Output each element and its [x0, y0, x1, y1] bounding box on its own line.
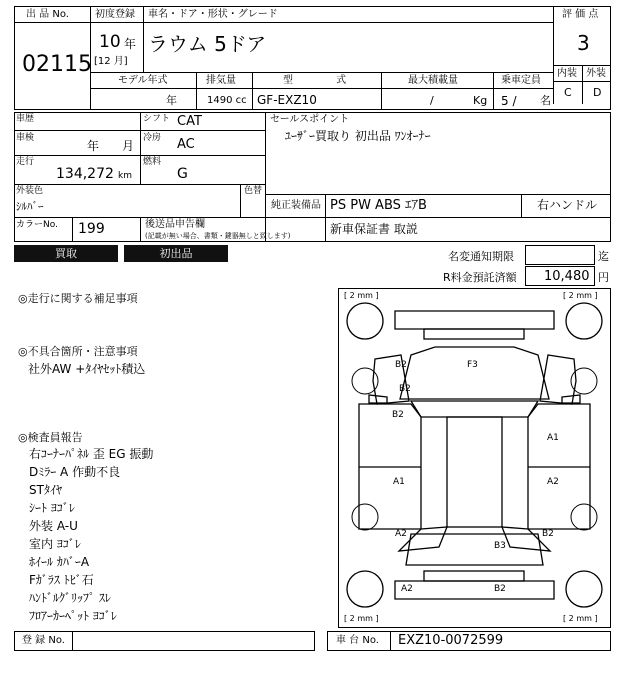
first-reg-year: 10 — [99, 32, 121, 52]
documents-note: (記載が無い場合、書類・鍵器無しと致します) — [145, 232, 291, 240]
equipment-label: 純正装備品 — [271, 200, 321, 211]
grade-label: 評 価 点 — [562, 9, 599, 20]
model-year-unit: 年 — [166, 94, 177, 107]
lot-no: 02115 — [22, 52, 92, 77]
inspection-year: 年 — [87, 139, 100, 153]
inspector-notes-title: ◎検査員報告 — [18, 431, 83, 444]
documents: 新車保証書 取説 — [330, 222, 418, 236]
max-load: / — [430, 94, 434, 107]
history-label: 車歴 — [16, 114, 35, 124]
inspector-line: 右ｺｰﾅｰﾊﾟﾈﾙ 歪 EG 振動 — [29, 447, 154, 461]
color-label: 外装色 — [16, 186, 44, 196]
inspector-line: ｼｰﾄ ﾖｺﾞﾚ — [29, 501, 75, 515]
reg-no-label: 登 録 No. — [22, 635, 65, 646]
inspector-line: STﾀｲﾔ — [29, 483, 62, 497]
car-outline-diagram — [339, 289, 610, 627]
capacity: 5 / — [501, 94, 517, 108]
exterior-grade: D — [593, 86, 602, 99]
car-name-label: 車名・ドア・形状・グレード — [148, 9, 278, 20]
model-year-label: モデル年式 — [118, 75, 168, 86]
defect-notes-title: ◎不具合箇所・注意事項 — [18, 345, 138, 358]
recycle-amount: 10,480 — [544, 269, 590, 284]
exterior-label: 外装 — [586, 68, 606, 79]
corner-label-br: [ 2 mm ] — [563, 614, 598, 623]
type-label: 型 式 — [283, 75, 347, 86]
mileage: 134,272 — [56, 166, 114, 182]
damage-diagram — [338, 288, 611, 628]
inspector-line: 室内 ﾖｺﾞﾚ — [29, 537, 81, 551]
ac-label: 冷房 — [143, 133, 162, 143]
corner-label-bl: [ 2 mm ] — [344, 614, 379, 623]
shift: CAT — [177, 114, 202, 129]
name-change-unit: 迄 — [598, 250, 609, 263]
steering: 右ハンドル — [537, 198, 598, 212]
purchase-tag: 買取 — [14, 245, 118, 262]
damage-mark: B2 — [395, 360, 407, 370]
first-listing-tag: 初出品 — [124, 245, 228, 262]
defect-line: 社外AW +ﾀｲﾔｾｯﾄ積込 — [28, 362, 146, 376]
damage-mark: B2 — [392, 410, 404, 420]
recycle-unit: 円 — [598, 271, 609, 284]
inspector-line: Dﾐﾗｰ A 作動不良 — [29, 465, 121, 479]
car-name: ラウム 5ドア — [148, 32, 267, 56]
damage-mark: A2 — [547, 477, 559, 487]
damage-mark: B2 — [494, 584, 506, 594]
inspector-line: ﾎｲｰﾙ ｶﾊﾞｰA — [29, 555, 90, 569]
corner-label-tl: [ 2 mm ] — [344, 291, 379, 300]
corner-label-tr: [ 2 mm ] — [563, 291, 598, 300]
mileage-unit: km — [118, 171, 132, 181]
first-reg-month: [12 月] — [94, 56, 128, 67]
damage-mark: A1 — [393, 477, 405, 487]
color-no: 199 — [78, 221, 105, 237]
damage-mark: A2 — [395, 529, 407, 539]
grade-score: 3 — [577, 31, 590, 55]
first-reg-year-unit: 年 — [124, 37, 137, 51]
damage-mark: F3 — [467, 360, 478, 370]
capacity-label: 乗車定員 — [501, 75, 541, 86]
driving-notes-title: ◎走行に関する補足事項 — [18, 292, 138, 305]
damage-mark: B2 — [542, 529, 554, 539]
chassis-no: EXZ10-0072599 — [398, 633, 504, 648]
interior-grade: C — [564, 86, 572, 99]
inspector-line: Fｶﾞﾗｽ ﾄﾋﾞ石 — [29, 573, 94, 587]
damage-mark: A2 — [401, 584, 413, 594]
type-code: GF-EXZ10 — [257, 93, 317, 107]
damage-mark: B3 — [494, 541, 506, 551]
repaint-label: 色替 — [244, 186, 263, 196]
inspection-label: 車検 — [16, 133, 35, 143]
displacement-label: 排気量 — [206, 75, 236, 86]
damage-mark: A1 — [547, 433, 559, 443]
name-change-label: 名変通知期限 — [448, 250, 514, 263]
body-color: ｼﾙﾊﾞｰ — [16, 200, 44, 213]
inspection-month: 月 — [122, 139, 135, 153]
color-no-label: カラーNo. — [16, 220, 58, 230]
sales-point: ﾕｰｻﾞｰ買取り 初出品 ﾜﾝｵｰﾅｰ — [285, 129, 431, 143]
first-reg-label: 初度登録 — [95, 9, 135, 20]
inspector-line: ﾌﾛｱｰｶｰﾍﾟｯﾄ ﾖｺﾞﾚ — [29, 609, 117, 623]
displacement: 1490 cc — [207, 95, 247, 106]
lot-no-label: 出 品 No. — [26, 9, 69, 20]
fuel-label: 燃料 — [143, 157, 162, 167]
recycle-label: R料金預託済額 — [443, 271, 517, 284]
interior-label: 内装 — [557, 68, 577, 79]
damage-mark: B2 — [399, 384, 411, 394]
fuel: G — [177, 166, 188, 182]
name-change-box — [525, 245, 595, 265]
sales-point-label: セールスポイント — [270, 114, 350, 125]
chassis-no-label: 車 台 No. — [336, 635, 379, 646]
equipment: PS PW ABS ｴｱB — [330, 198, 427, 213]
documents-label: 後送品申告欄 — [145, 219, 205, 230]
max-load-unit: Kg — [473, 94, 488, 107]
max-load-label: 最大積載量 — [408, 75, 458, 86]
capacity-unit: 名 — [540, 94, 551, 107]
inspector-line: 外装 A-U — [29, 519, 78, 533]
shift-label: シフト — [143, 114, 171, 124]
ac: AC — [177, 137, 195, 152]
mileage-label: 走行 — [16, 157, 35, 167]
inspector-line: ﾊﾝﾄﾞﾙｸﾞﾘｯﾌﾟ ｽﾚ — [29, 591, 111, 605]
